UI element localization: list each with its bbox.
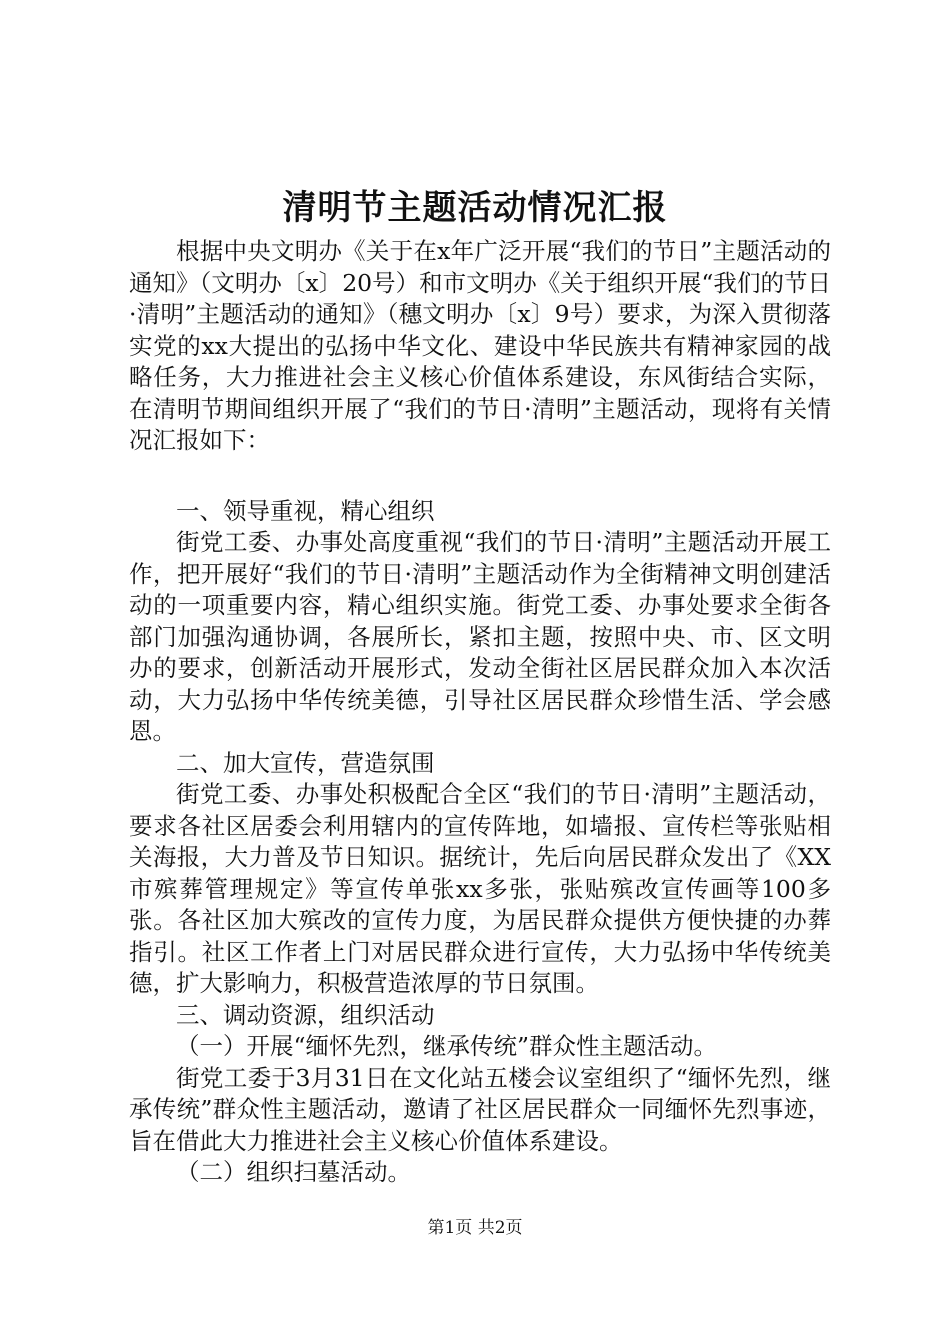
section-paragraph-1: 街党工委、办事处高度重视“我们的节日·清明”主题活动开展工作，把开展好“我们的节日·清明”主题活动作为全街精神文明创建活动的一项重要内容，精心组织实施。街党工委、办事处要求全街各部门加强沟通协调，各展所长，紧扣主题，按照中央、市、区文明办的要求，创新活动开展形式，发动全街社区居民群众加入本次活动，大力弘扬中华传统美德，引导社区居民群众珍惜生活、学会感恩。 xyxy=(129,528,831,745)
document-title: 清明节主题活动情况汇报 xyxy=(282,188,668,228)
section-heading-1: 一、领导重视，精心组织 xyxy=(176,496,435,525)
section-heading-3: 三、调动资源，组织活动 xyxy=(176,1000,435,1029)
subsection-paragraph-1: 街党工委于3月31日在文化站五楼会议室组织了“缅怀先烈，继承传统”群众性主题活动，邀请了社区居民群众一同缅怀先烈事迹，旨在借此大力推进社会主义核心价值体系建设。 xyxy=(129,1063,831,1155)
section-heading-2: 二、加大宣传，营造氛围 xyxy=(176,748,435,777)
paragraph-gap xyxy=(129,457,831,496)
section-paragraph-2: 街党工委、办事处积极配合全区“我们的节日·清明”主题活动，要求各社区居委会利用辖内的宣传阵地，如墙报、宣传栏等张贴相关海报，大力普及节日知识。据统计，先后向居民群众发出了《XX市殡葬管理规定》等宣传单张xx多张，张贴殡改宣传画等100多张。各社区加大殡改的宣传力度，为居民群众提供方便快捷的办葬指引。社区工作者上门对居民群众进行宣传，大力弘扬中华传统美德，扩大影响力，积极营造浓厚的节日氛围。 xyxy=(129,780,831,997)
subsection-heading-1: （一）开展“缅怀先烈，继承传统”群众性主题活动。 xyxy=(176,1032,718,1060)
intro-paragraph: 根据中央文明办《关于在x年广泛开展“我们的节日”主题活动的通知》（文明办〔x〕20号）和市文明办《关于组织开展“我们的节日·清明”主题活动的通知》（穗文明办〔x〕9号）要求，为深入贯彻落实党的xx大提出的弘扬中华文化、建设中华民族共有精神家园的战略任务，大力推进社会主义核心价值体系建设，东风街结合实际，在清明节期间组织开展了“我们的节日·清明”主题活动，现将有关情况汇报如下： xyxy=(129,237,831,454)
page-footer: 第1页 共2页 xyxy=(427,1218,523,1238)
subsection-heading-2: （二）组织扫墓活动。 xyxy=(176,1158,411,1186)
document-body xyxy=(129,236,831,1189)
